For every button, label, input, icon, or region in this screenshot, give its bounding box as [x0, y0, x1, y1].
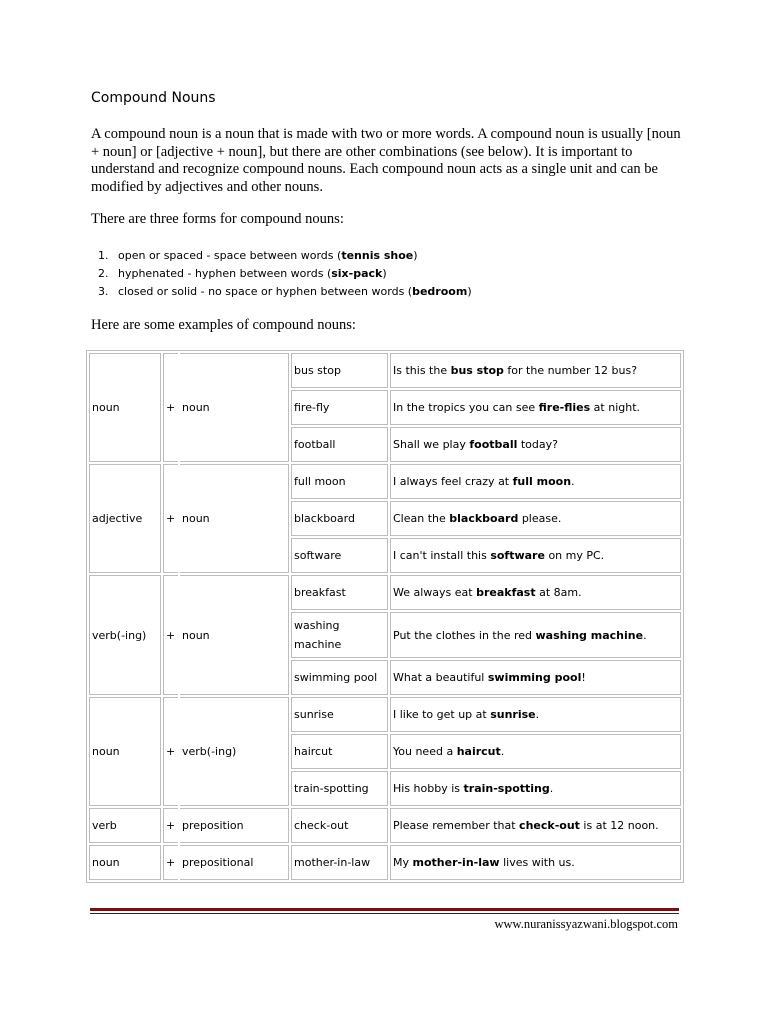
compound-word: haircut [291, 734, 388, 769]
compound-word: swimming pool [291, 660, 388, 695]
example-sentence: We always eat breakfast at 8am. [390, 575, 681, 610]
examples-intro: Here are some examples of compound nouns: [91, 317, 356, 333]
example-sentence: My mother-in-law lives with us. [390, 845, 681, 880]
table-row [89, 353, 681, 388]
compound-word: mother-in-law [291, 845, 388, 880]
compound-word: sunrise [291, 697, 388, 732]
pattern-first: noun [89, 353, 161, 462]
compound-word: full moon [291, 464, 388, 499]
compound-word: football [291, 427, 388, 462]
plus-sign: + [163, 845, 178, 880]
table-row [89, 845, 681, 880]
plus-sign: + [163, 575, 178, 695]
compound-word: check-out [291, 808, 388, 843]
pattern-first: verb(-ing) [89, 575, 161, 695]
pattern-second: prepositional [180, 845, 289, 880]
plus-sign: + [163, 808, 178, 843]
example-sentence: Put the clothes in the red washing machine. [390, 612, 681, 658]
pattern-first: adjective [89, 464, 161, 573]
pattern-second: noun [180, 353, 289, 462]
intro-paragraph: A compound noun is a noun that is made with two or more words. A compound noun is usually [noun + noun] or [adjective + noun], but there are other combinations (see below). It is important to understand and recognize compound nouns. Each compound noun acts as a single unit and can be modified by adjectives and other nouns. [91, 126, 681, 195]
pattern-second: preposition [180, 808, 289, 843]
table-row [89, 808, 681, 843]
forms-list [91, 247, 672, 301]
forms-intro: There are three forms for compound nouns: [91, 211, 344, 227]
footer-url: www.nuranissyazwani.blogspot.com [494, 917, 678, 931]
compound-word: fire-fly [291, 390, 388, 425]
example-sentence: His hobby is train-spotting. [390, 771, 681, 806]
example-sentence: Shall we play football today? [390, 427, 681, 462]
table-row [89, 575, 681, 610]
compound-word: washing machine [291, 612, 388, 658]
examples-table [86, 350, 684, 883]
table-row [89, 697, 681, 732]
plus-sign: + [163, 697, 178, 806]
table-row [89, 464, 681, 499]
footer-rule-thin [90, 913, 679, 914]
example-sentence: Clean the blackboard please. [390, 501, 681, 536]
footer-rule [90, 908, 679, 914]
pattern-second: verb(-ing) [180, 697, 289, 806]
example-sentence: What a beautiful swimming pool! [390, 660, 681, 695]
example-sentence: I like to get up at sunrise. [390, 697, 681, 732]
page-title: Compound Nouns [91, 90, 216, 106]
list-item: 3. closed or solid - no space or hyphen between words (bedroom) [112, 283, 672, 301]
example-sentence: Is this the bus stop for the number 12 bus? [390, 353, 681, 388]
pattern-first: noun [89, 697, 161, 806]
compound-word: train-spotting [291, 771, 388, 806]
pattern-first: noun [89, 845, 161, 880]
compound-word: blackboard [291, 501, 388, 536]
pattern-first: verb [89, 808, 161, 843]
example-sentence: I always feel crazy at full moon. [390, 464, 681, 499]
compound-word: breakfast [291, 575, 388, 610]
pattern-second: noun [180, 575, 289, 695]
compound-word: software [291, 538, 388, 573]
compound-word: bus stop [291, 353, 388, 388]
example-sentence: You need a haircut. [390, 734, 681, 769]
list-item: 1. open or spaced - space between words (tennis shoe) [112, 247, 672, 265]
plus-sign: + [163, 353, 178, 462]
example-sentence: I can't install this software on my PC. [390, 538, 681, 573]
list-item: 2. hyphenated - hyphen between words (six-pack) [112, 265, 672, 283]
pattern-second: noun [180, 464, 289, 573]
example-sentence: In the tropics you can see fire-flies at night. [390, 390, 681, 425]
plus-sign: + [163, 464, 178, 573]
example-sentence: Please remember that check-out is at 12 noon. [390, 808, 681, 843]
